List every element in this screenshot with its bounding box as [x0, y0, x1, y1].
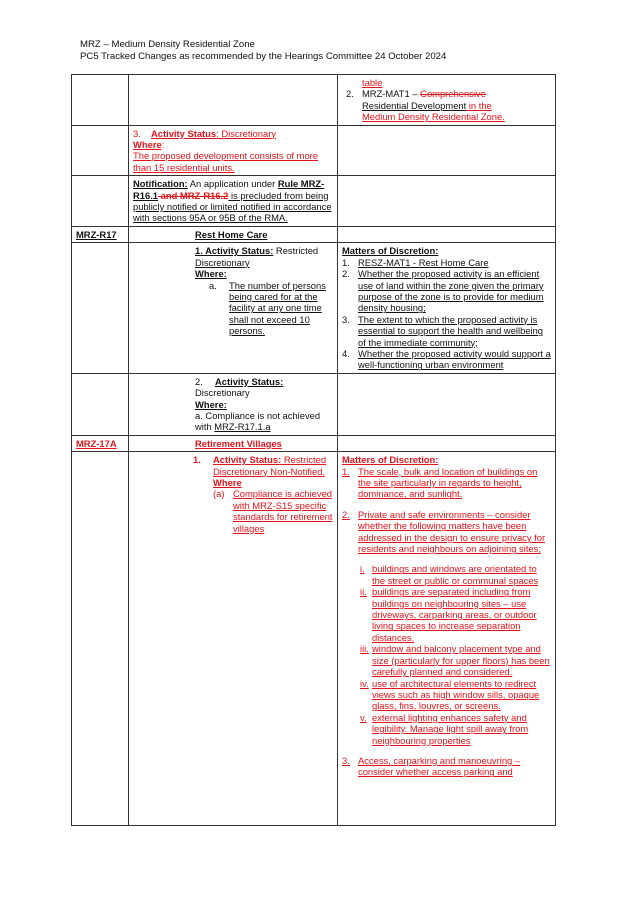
table-row: [72, 243, 556, 373]
list-item: i. buildings and windows are orientated to the street or public or communal spaces: [360, 563, 539, 586]
list-item: 1. RESZ-MAT1 - Rest Home Care: [342, 256, 489, 268]
rule-title: Rest Home Care: [129, 226, 338, 242]
notification-text: Notification: An application under Rule MRZ-R16.1 and MRZ-R16.2 is precluded from being publicly notified or limited notified in accordance with sections 95A or 95B of the RMA.: [129, 176, 338, 227]
activity-status-2: 2. Activity Status: Discretionary Where: a. Compliance is not achieved with MRZ-R17.1.a: [129, 373, 338, 435]
page-header: [80, 39, 446, 63]
table-row: [72, 176, 556, 227]
list-item: 2. Whether the proposed activity is an efficient use of land within the zone given the primary purpose of the zone is to provide for medium density housing;: [342, 268, 544, 314]
table-row: [72, 75, 556, 126]
header-title: MRZ – Medium Density Residential Zone: [80, 39, 255, 50]
table-row: [72, 226, 556, 242]
activity-status-retirement: 1. Activity Status: Restricted Discretionary Non-Notified. Where (a) Compliance is achieved with MRZ-S15 specific standards for retirement villages: [129, 452, 338, 826]
list-item: iii. window and balcony placement type and size (particularly for upper floors) has been carefully planned and considered.: [360, 643, 550, 678]
list-item: ii. buildings are separated including from buildings on neighbouring sites – use driveways, carparking areas, or outdoor living spaces to increase separation distances.: [360, 586, 537, 643]
matters-continued: table 2. MRZ-MAT1 – Comprehensive Residential Development in the Medium Density Residential Zone.: [338, 75, 556, 126]
table-row: [72, 373, 556, 435]
rule-title: Retirement Villages: [129, 435, 338, 451]
list-item: 4. Whether the proposed activity would support a well-functioning urban environment: [342, 347, 551, 371]
rules-table: [71, 74, 556, 826]
list-item: v. external lighting enhances safety and legibility. Manage light spill away from neighbouring properties: [360, 711, 529, 746]
matters-of-discretion: Matters of Discretion: 1. RESZ-MAT1 - Rest Home Care 2. Whether the proposed activity is an efficient use of land within the zone given the primary purpose of the zone is to provide for medium density housing; 3. The extent to which the proposed activity is essential to support the health and wellbeing of the immediate community; 4. Whether the proposed activity would support a well-functioning urban environment: [338, 243, 556, 373]
rule-code: MRZ-R17: [72, 226, 129, 242]
table-row: [72, 452, 556, 826]
activity-status-3: 3. Activity Status: Discretionary Where: The proposed development consists of more than 15 residential units.: [129, 125, 338, 176]
table-row: [72, 435, 556, 451]
table-row: [72, 125, 556, 176]
retirement-matters-of-discretion: Matters of Discretion: 1. The scale, bulk and location of buildings on the site particularly in regards to height, dominance, and sunlight. 2. Private and safe environments – consider whether the following matters have been addressed in the design to ensure privacy for residents and neighbours on adjoining sites; i. buildings and windows are orientated to the street or public or communal spaces ii. buildings are separated including from buildings on neighbouring sites – use driveways, carparking areas, or outdoor living spaces to increase separation distances. iii. window and balcony placement type and size (particularly for upper floors) has been carefully planned and considered. iv. use of architectural elements to redirect views such as high window sills, opaque glass, fins, louvres, or screens. v. external lighting enhances safety and legibility. Manage light spill away from neighbouring properties 3. Access, carparking and manoeuvring – consider whether access parking and: [338, 452, 556, 826]
rule-code: MRZ-17A: [72, 435, 129, 451]
list-item: iv. use of architectural elements to redirect views such as high window sills, opaque glass, fins, louvres, or screens.: [360, 677, 540, 712]
activity-status-1: 1. Activity Status: Restricted Discretionary Where: a. The number of persons being cared for at the facility at any one time shall not exceed 10 persons.: [129, 243, 338, 373]
list-item: 3. The extent to which the proposed activity is essential to support the health and wellbeing of the immediate community;: [342, 313, 544, 348]
header-subtitle: PC5 Tracked Changes as recommended by the Hearings Committee 24 October 2024: [80, 51, 447, 62]
